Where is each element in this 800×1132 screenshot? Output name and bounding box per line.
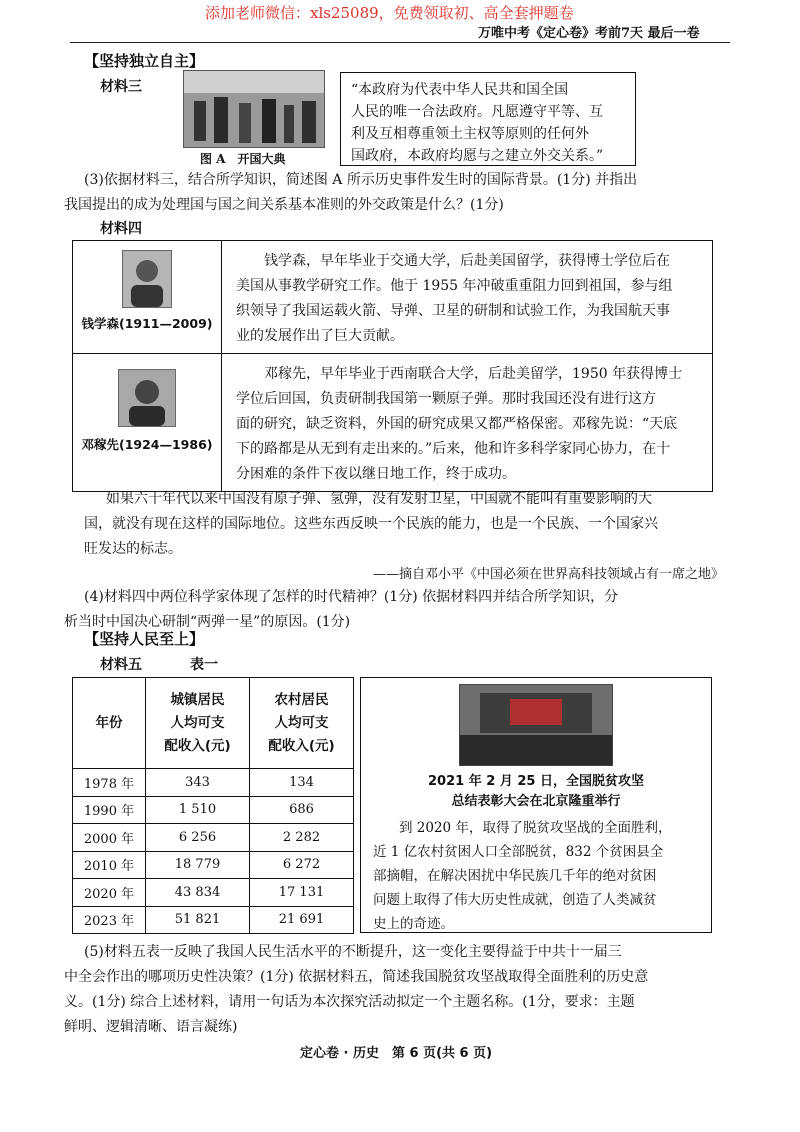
question-line: (4)材料四中两位科学家体现了怎样的时代精神？(1分) 依据材料四并结合所学知识，分 [84, 589, 619, 605]
bio-line: 学位后回国，负责研制我国第一颗原子弹。那时我国还没有进行这方 [236, 391, 656, 407]
column-header: 城镇居民 人均可支 配收入(元) [146, 678, 250, 769]
hall-image-icon [460, 685, 612, 765]
table-cell: 2020 年 [73, 879, 146, 907]
table-cell: 686 [250, 796, 354, 824]
bio-line: 下的路都是从无到有走出来的。”后来，他和许多科学家同心协力，在十 [236, 441, 671, 457]
table-cell: 18 779 [146, 851, 250, 879]
photo-caption: 图 A 开国大典 [200, 152, 286, 166]
portrait-image [122, 250, 172, 308]
income-table [72, 677, 354, 934]
scientist-name: 钱学森(1911—2009) [81, 316, 213, 331]
column-header: 农村居民 人均可支 配收入(元) [250, 678, 354, 769]
text-line: 到 2020 年，取得了脱贫攻坚战的全面胜利， [399, 820, 672, 836]
table-cell: 43 834 [146, 879, 250, 907]
quote-line: 人民的唯一合法政府。凡愿遵守平等、互 [351, 104, 603, 120]
header-divider [70, 42, 730, 43]
quote-source: ——摘自邓小平《中国必须在世界高科技领域占有一席之地》 [372, 567, 724, 582]
material4-label: 材料四 [100, 221, 142, 237]
table-cell: 343 [146, 769, 250, 797]
hall-caption [361, 772, 711, 812]
scientists-table [72, 240, 713, 492]
table-row [73, 879, 354, 907]
question-3 [64, 168, 724, 218]
poverty-text [361, 812, 711, 936]
question-line: 义。(1分) 综合上述材料，请用一句话为本次探究活动拟定一个主题名称。(1分，要求：主题 [64, 994, 635, 1010]
question-line: 我国提出的成为处理国与国之间关系基本准则的外交政策是什么？(1分) [64, 197, 504, 213]
text-line: 问题上取得了伟大历史性成就，创造了人类减贫 [373, 892, 657, 908]
caption-line: 总结表彰大会在北京隆重举行 [451, 794, 621, 809]
question-line: (3)依据材料三，结合所学知识，简述图 A 所示历史事件发生时的国际背景。(1分) 并指出 [84, 172, 638, 188]
column-header: 年份 [73, 678, 146, 769]
material3-label: 材料三 [100, 79, 142, 95]
table-cell: 1 510 [146, 796, 250, 824]
watermark-text: 添加老师微信：xls25089，免费领取初、高全套押题卷 [205, 4, 574, 22]
table-cell: 6 272 [250, 851, 354, 879]
quote-line: 旺发达的标志。 [84, 541, 182, 557]
question-line: (5)材料五表一反映了我国人民生活水平的不断提升，这一变化主要得益于中共十一届三 [84, 944, 622, 960]
deng-quote [84, 487, 724, 587]
table-cell: 2000 年 [73, 824, 146, 852]
quote-line: 国，就没有现在这样的国际地位。这些东西反映一个民族的能力，也是一个民族、一个国家兴 [84, 516, 658, 532]
scientist-name: 邓稼先(1924—1986) [81, 437, 213, 452]
bio-line: 邓稼先，早年毕业于西南联合大学，后赴美留学，1950 年获得博士 [264, 366, 683, 382]
quote-box [340, 72, 636, 166]
poverty-box [360, 677, 712, 933]
text-line: 史上的奇迹。 [373, 916, 454, 932]
bio-line: 美国从事教学研究工作。他于 1955 年冲破重重阻力回到祖国，参与组 [236, 278, 673, 294]
bio-line: 业的发展作出了巨大贡献。 [236, 328, 404, 344]
quote-line: 利及互相尊重领土主权等原则的任何外 [351, 126, 589, 142]
person-icon [123, 251, 171, 307]
table-row [73, 769, 354, 797]
section-heading-independence: 【坚持独立自主】 [84, 52, 205, 70]
table-row [73, 241, 713, 354]
photo-placeholder-icon [184, 71, 324, 147]
scientist-bio [222, 241, 713, 354]
question-line: 析当时中国决心研制“两弹一星”的原因。(1分) [64, 614, 351, 630]
table-row [73, 354, 713, 492]
scientist-bio [222, 354, 713, 492]
bio-line: 分困难的条件下夜以继日地工作，终于成功。 [236, 466, 516, 482]
table-cell: 21 691 [250, 906, 354, 934]
section-heading-people: 【坚持人民至上】 [84, 630, 205, 648]
table-cell: 2 282 [250, 824, 354, 852]
quote-line: 国政府，本政府均愿与之建立外交关系。” [351, 148, 604, 164]
portrait-image [118, 369, 176, 427]
table-cell: 6 256 [146, 824, 250, 852]
text-line: 部摘帽，在解决困扰中华民族几千年的绝对贫困 [373, 868, 657, 884]
question-5 [64, 940, 724, 1040]
person-icon [119, 370, 175, 426]
table-row [73, 851, 354, 879]
table-cell: 1990 年 [73, 796, 146, 824]
conference-hall-photo [459, 684, 613, 766]
scientist-photo-cell [73, 354, 222, 492]
series-title: 万唯中考《定心卷》考前7天 最后一卷 [478, 26, 700, 41]
table-cell: 1978 年 [73, 769, 146, 797]
table-cell: 134 [250, 769, 354, 797]
table-row [73, 796, 354, 824]
text-line: 近 1 亿农村贫困人口全部脱贫，832 个贫困县全 [373, 844, 664, 860]
table-cell: 2010 年 [73, 851, 146, 879]
table-cell: 2023 年 [73, 906, 146, 934]
page-footer: 定心卷 · 历史 第 6 页(共 6 页) [300, 1046, 493, 1061]
bio-line: 钱学森，早年毕业于交通大学，后赴美国留学，获得博士学位后在 [264, 253, 670, 269]
quote-line: 如果六十年代以来中国没有原子弹、氢弹，没有发射卫星，中国就不能叫有重要影响的大 [106, 491, 652, 507]
caption-line: 2021 年 2 月 25 日，全国脱贫攻坚 [428, 774, 644, 789]
table-header-row [73, 678, 354, 769]
bio-line: 织领导了我国运载火箭、导弹、卫星的研制和试验工作，为我国航天事 [236, 303, 670, 319]
table-label: 表一 [190, 657, 218, 673]
founding-ceremony-photo [183, 70, 325, 148]
quote-line: “本政府为代表中华人民共和国全国 [351, 82, 569, 98]
table-row [73, 906, 354, 934]
table-cell: 51 821 [146, 906, 250, 934]
table-row [73, 824, 354, 852]
bio-line: 面的研究，缺乏资料，外国的研究成果又都严格保密。邓稼先说：“天底 [236, 416, 678, 432]
question-line: 鲜明、逻辑清晰、语言凝练) [64, 1019, 238, 1035]
table-cell: 17 131 [250, 879, 354, 907]
material5-label: 材料五 [100, 657, 142, 673]
question-line: 中全会作出的哪项历史性决策？(1分) 依据材料五，简述我国脱贫攻坚战取得全面胜利的历史意 [64, 969, 649, 985]
scientist-photo-cell [73, 241, 222, 354]
